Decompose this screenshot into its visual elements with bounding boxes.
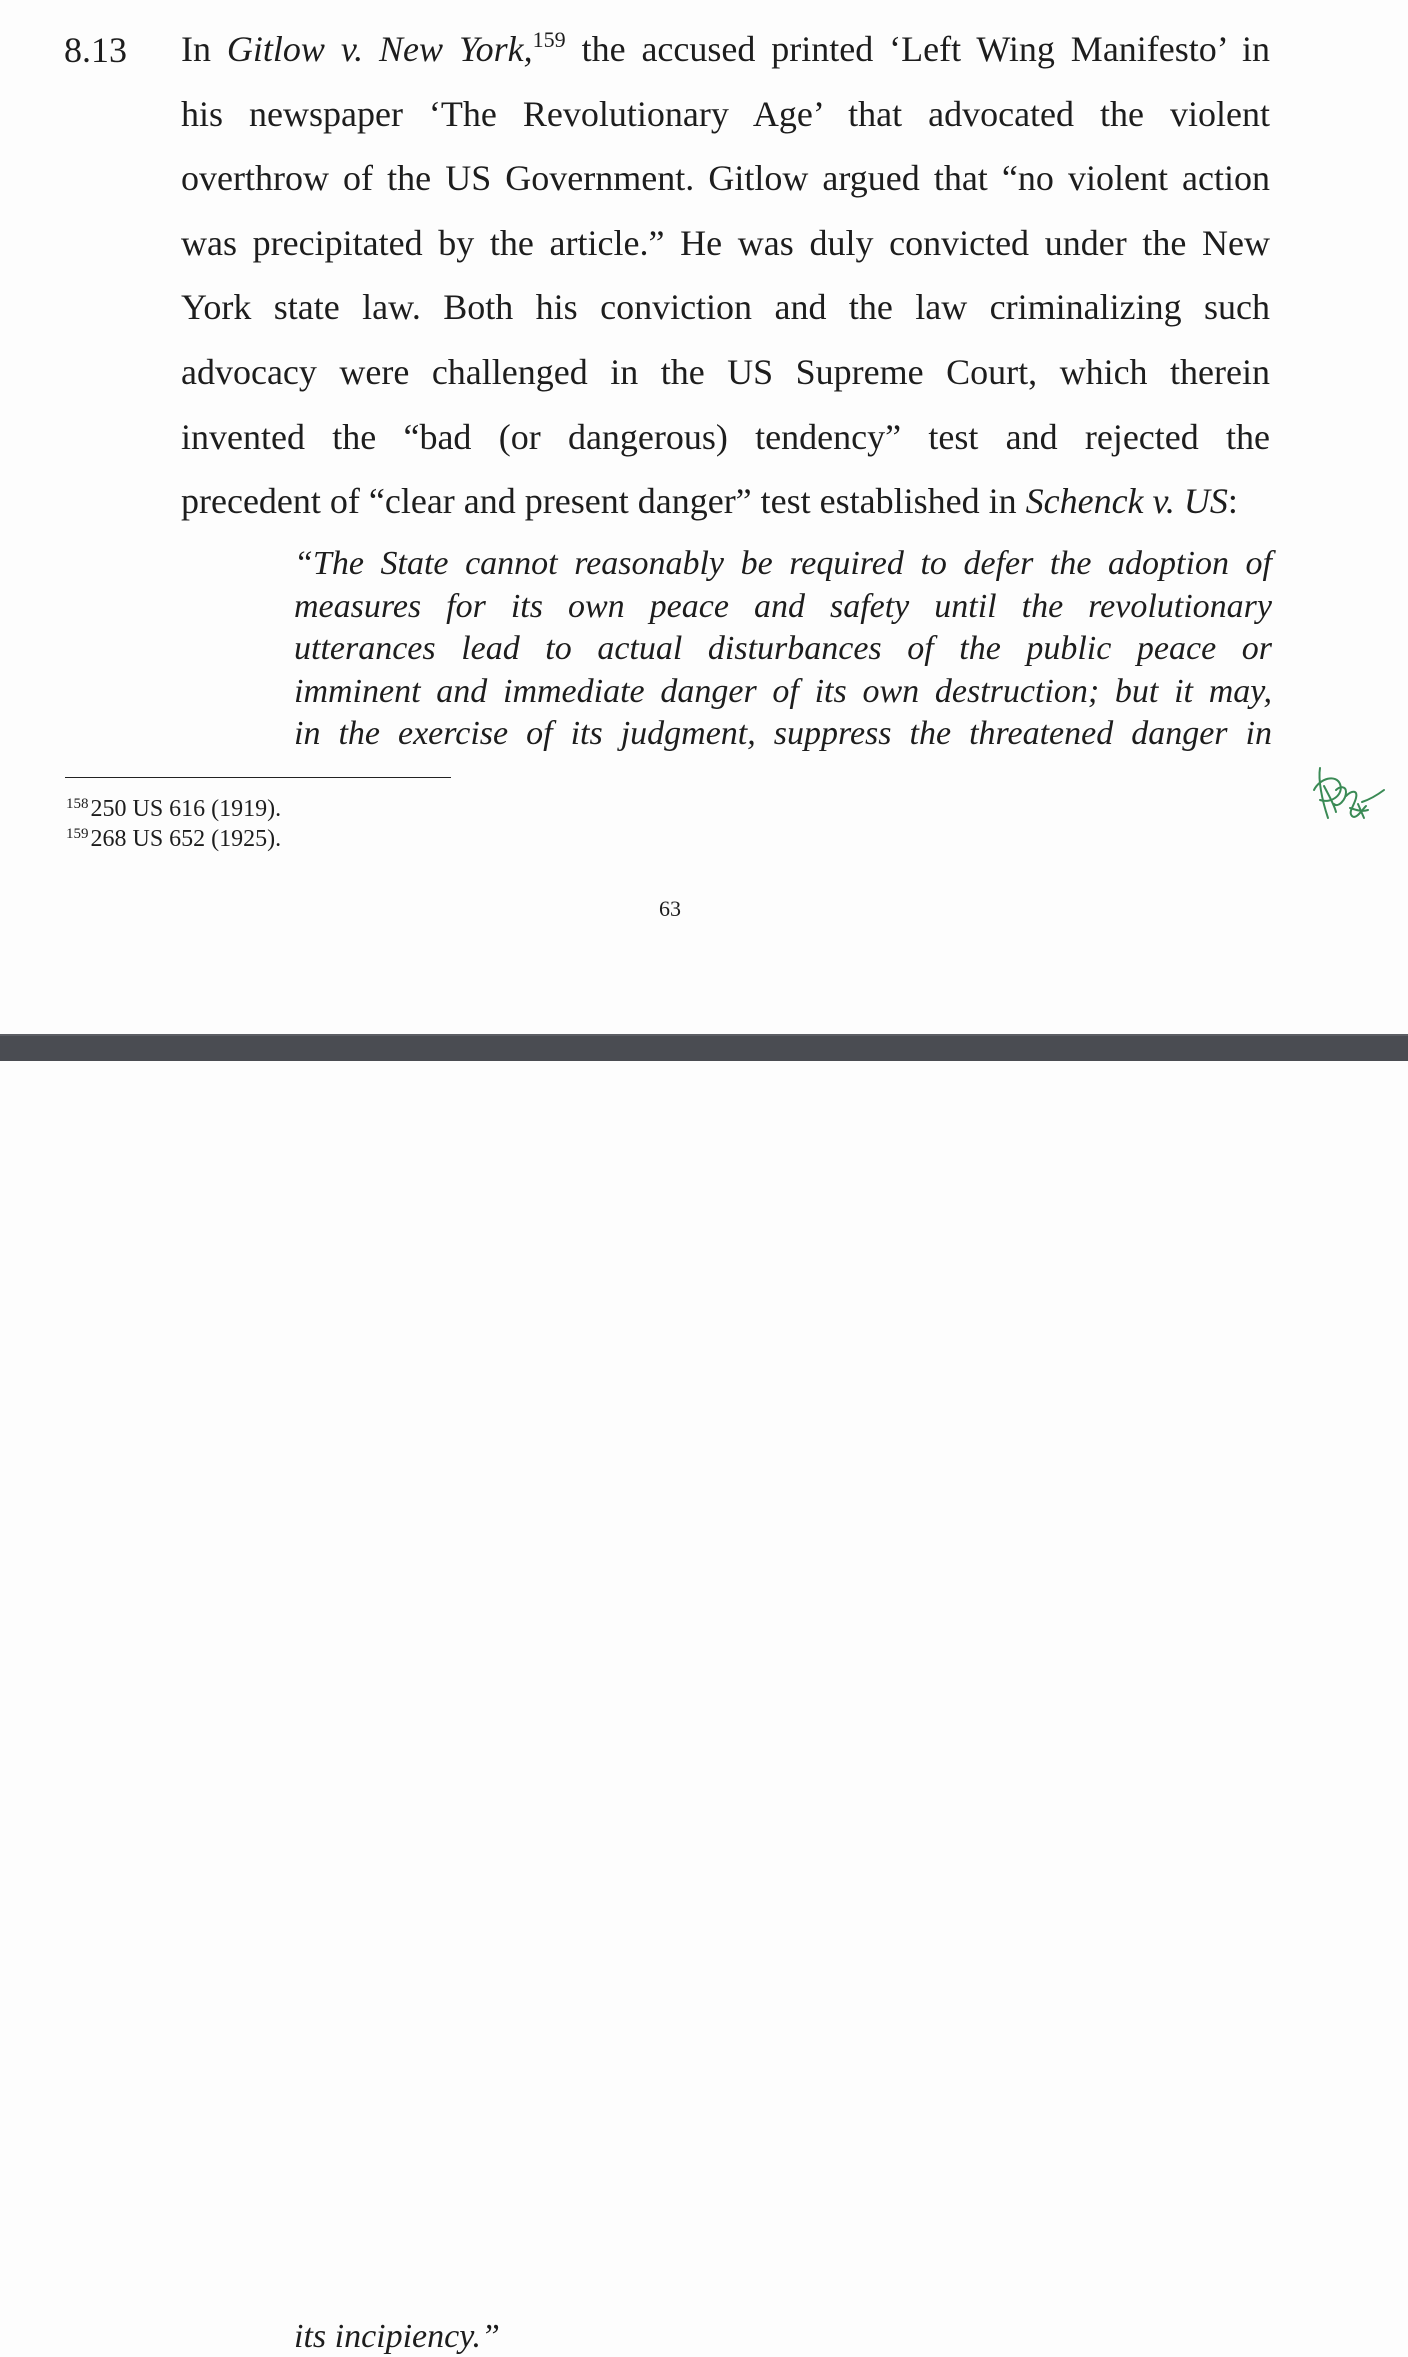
quote-line: utterances lead to actual disturbances of the public peace or	[294, 630, 1272, 667]
footnote-text: 268 US 652 (1925).	[90, 826, 282, 852]
case-name: Gitlow v. New York,	[226, 29, 533, 69]
paragraph-number: 8.13	[64, 30, 127, 70]
quote-line: “The State cannot reasonably be required to defer the adoption of	[294, 545, 1272, 582]
paragraph-line: York state law. Both his conviction and the law criminalizing such	[181, 287, 1270, 328]
quote-line: in the exercise of its judgment, suppress the threatened danger in	[294, 715, 1272, 752]
paragraph-line: precedent of “clear and present danger” test established in Schenck v. US:	[181, 481, 1238, 522]
footnote	[66, 794, 281, 824]
block-quote	[294, 543, 1272, 756]
footnote-separator	[65, 777, 451, 778]
page-separator	[0, 1034, 1408, 1061]
footnote-reference[interactable]: 159	[532, 27, 566, 52]
quote-line: measures for its own peace and safety until the revolutionary	[294, 587, 1272, 625]
page-number: 63	[659, 896, 681, 921]
paragraph-body	[181, 17, 1270, 534]
document-page	[0, 0, 1408, 1034]
footnote	[66, 824, 281, 854]
paragraph-line: advocacy were challenged in the US Supreme Court, which therein	[181, 351, 1270, 392]
paragraph-line: his newspaper ‘The Revolutionary Age’ that advocated the violent	[181, 93, 1270, 134]
footnote-text: 250 US 616 (1919).	[90, 796, 282, 822]
quote-continuation: its incipiency.”	[294, 2318, 500, 2355]
paragraph-line: overthrow of the US Government. Gitlow argued that “no violent action	[181, 158, 1270, 199]
footnote-number: 159	[66, 826, 89, 842]
signature-initials-icon	[1306, 760, 1390, 830]
quote-line: imminent and immediate danger of its own destruction; but it may,	[294, 672, 1272, 710]
next-document-page	[0, 1061, 1408, 2355]
footnote-number: 158	[66, 796, 89, 812]
case-name: Schenck v. US	[1025, 481, 1228, 522]
paragraph-line: invented the “bad (or dangerous) tendency” test and rejected the	[181, 416, 1270, 457]
paragraph-line: was precipitated by the article.” He was duly convicted under the New	[181, 222, 1270, 263]
paragraph-line: In Gitlow v. New York,$^{159}$ the accused printed ‘Left Wing Manifesto’ in	[181, 27, 1270, 69]
